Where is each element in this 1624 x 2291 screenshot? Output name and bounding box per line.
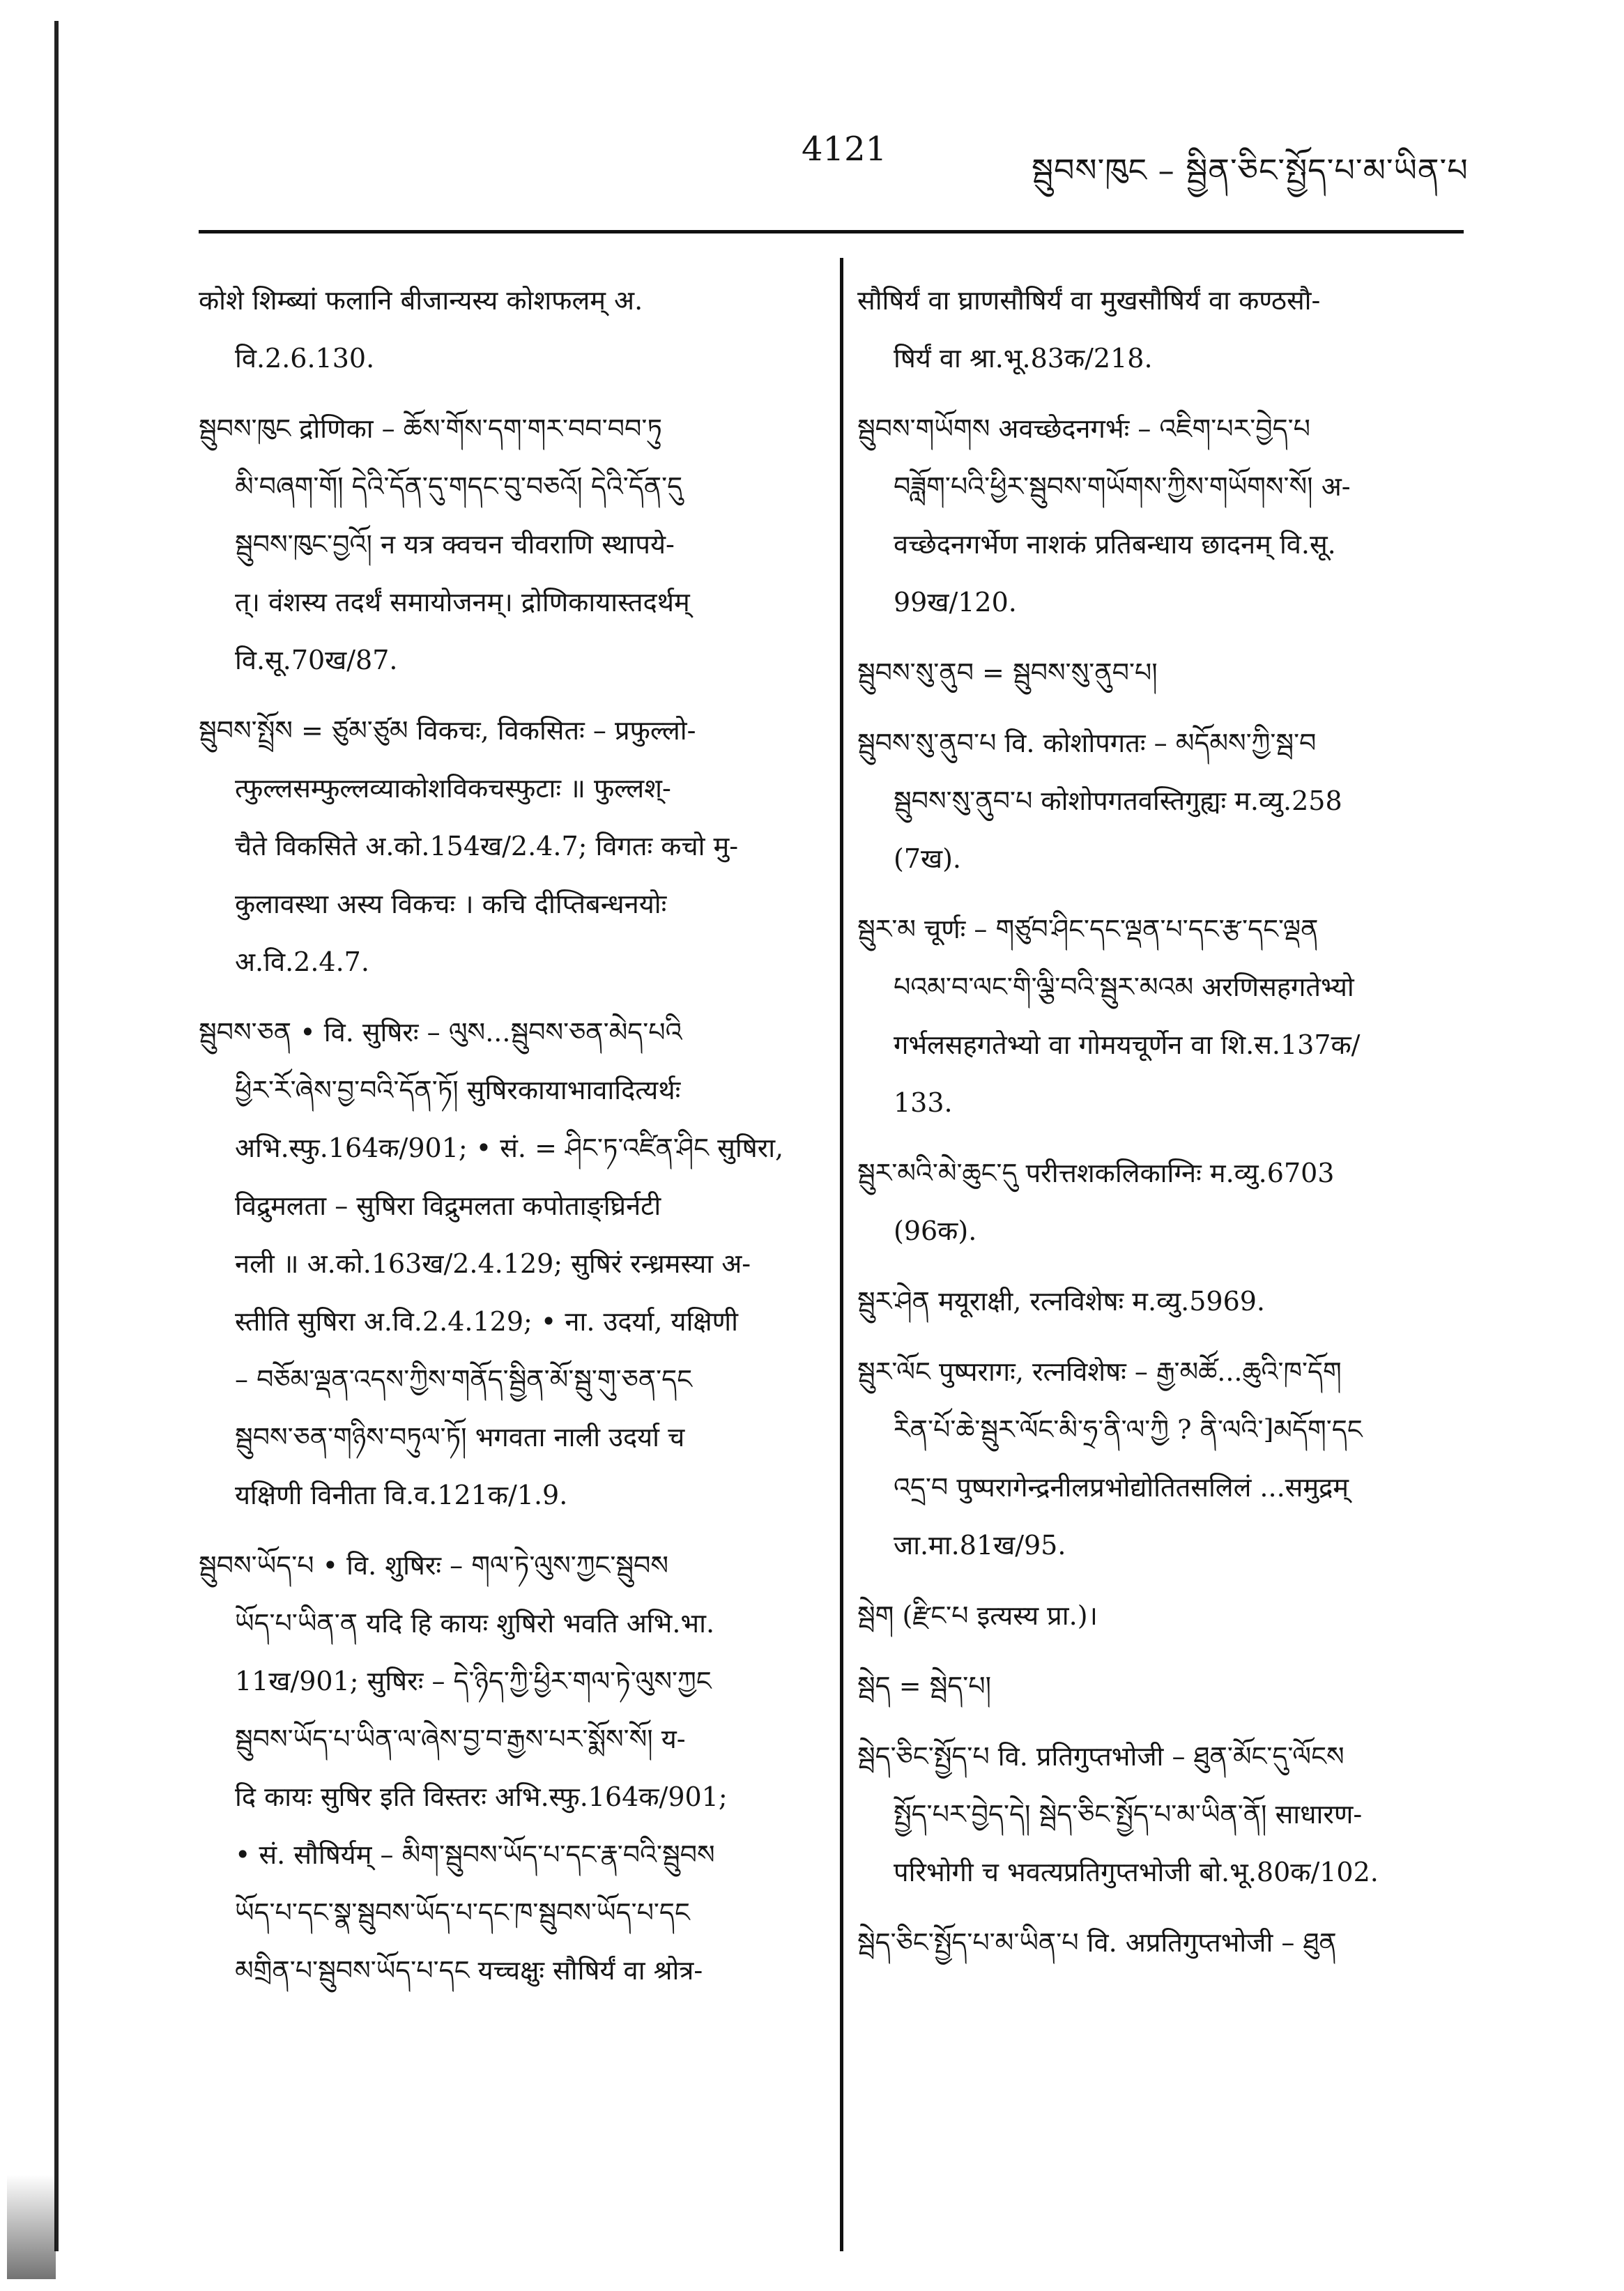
- entry-line: སྦུབས་སུ་ནུབ་པ कोशोपगतवस्तिगुह्यः म.व्यु.258: [894, 786, 1342, 816]
- entry-line: सौषिर्यं वा घ्राणसौषिर्यं वा मुखसौषिर्यं वा कण्ठसौ-: [857, 285, 1321, 316]
- entry-line: པའམ་བ་ལང་གི་ལྕི་བའི་སྦུར་མའམ अरणिसहगतेभ्यो: [894, 972, 1354, 1002]
- entry-line: (7ख).: [894, 843, 961, 874]
- dictionary-entry: [199, 702, 819, 991]
- entry-line: སྦུར་མའི་མེ་ཆུང་དུ परीत्तशकलिकाग्निः म.व्यु.6703: [857, 1158, 1335, 1188]
- entry-line: जा.मा.81ख/95.: [894, 1530, 1066, 1561]
- left-column: [199, 272, 819, 2012]
- header-rule: [199, 230, 1464, 233]
- entry-line: कुलावस्था अस्य विकचः । कचि दीप्तिबन्धनयोः: [235, 889, 667, 919]
- entry-line: མགྲིན་པ་སྦུབས་ཡོད་པ་དང यच्चक्षुः सौषिर्यं वा श्रोत्र-: [235, 1955, 703, 1986]
- column-divider: [840, 258, 843, 2251]
- entry-line: སྦུབས་ཁུང द्रोणिका – ཆོས་གོས་དག་གར་བབ་བབ་ཏུ: [199, 413, 662, 444]
- entry-line: སྦུར་ལོང पुष्परागः, रत्नविशेषः – རྒྱ་མཚོ...ཆུའི་ཁ་དོག: [857, 1356, 1342, 1387]
- entry-line: སྦུབས་སྤྲོས = ཙུམ་ཙུམ विकचः, विकसितः – प्रफुल्लो-: [199, 715, 696, 746]
- page-number: 4121: [802, 130, 887, 169]
- entry-line: ཡོད་པ་ཡིན་ན यदि हि कायः शुषिरो भवति अभि.भा.: [235, 1608, 715, 1639]
- entry-line: 133.: [894, 1087, 953, 1118]
- entry-line: त्। वंशस्य तदर्थं समायोजनम्। द्रोणिकायास्तदर्थम्: [235, 587, 690, 618]
- dictionary-entry: [857, 1914, 1464, 1972]
- entry-line: སྦུབས་ཅན • वि. सुषिरः – ལུས...སྦུབས་ཅན་མེད་པའི: [199, 1017, 682, 1048]
- entry-line: षिर्यं वा श्रा.भू.83क/218.: [894, 343, 1153, 374]
- entry-line: स्तीति सुषिरा अ.वि.2.4.129; • ना. उदर्या, यक्षिणी: [235, 1306, 738, 1337]
- dictionary-entry: [857, 1144, 1464, 1260]
- entry-line: दि कायः सुषिर इति विस्तरः अभि.स्फु.164क/901;: [235, 1782, 728, 1812]
- dictionary-entry: [857, 400, 1464, 631]
- entry-line: वच्छेदनगर्भेण नाशकं प्रतिबन्धाय छादनम् वि.सू.: [894, 529, 1336, 560]
- entry-line: वि.2.6.130.: [235, 343, 375, 374]
- entry-line: नली ॥ अ.को.163ख/2.4.129; सुषिरं रन्ध्रमस्या अ-: [235, 1248, 751, 1279]
- dictionary-entry: [857, 1343, 1464, 1574]
- entry-line: अ.वि.2.4.7.: [235, 947, 369, 977]
- entry-line: སྦུབས་ཡོད་པ • वि. शुषिरः – གལ་ཏེ་ལུས་ཀྱང་སྦུབས: [199, 1550, 669, 1581]
- entry-line: སྦེད་ཅིང་སྤྱོད་པ་མ་ཡིན་པ वि. अप्रतिगुप्तभोजी – ཐུན: [857, 1927, 1337, 1958]
- dictionary-entry: [857, 644, 1464, 702]
- dictionary-entry: [199, 400, 819, 689]
- entry-line: • सं. सौषिर्यम् – མིག་སྦུབས་ཡོད་པ་དང་རྣ་བའི་སྦུབས: [235, 1839, 715, 1870]
- dictionary-entry: [199, 1537, 819, 2000]
- entry-line: སྦུབས་གཡོགས अवच्छेदनगर्भः – འཇིག་པར་བྱེད་པ: [857, 413, 1310, 444]
- entry-line: སྦུར་མ चूर्णः – གཙུབ་ཤིང་དང་ལྡན་པ་དང་རྩ་དང་ལྡན: [857, 914, 1319, 944]
- entry-line: यक्षिणी विनीता वि.व.121क/1.9.: [235, 1480, 568, 1510]
- entry-line: 99ख/120.: [894, 587, 1017, 618]
- entry-line: འདྲ་བ पुष्परागेन्द्रनीलप्रभोद्योतितसलिलं ...समुद्रम्: [894, 1472, 1349, 1503]
- entry-line: त्फुल्लसम्फुल्लव्याकोशविकचस्फुटाः ॥ फुल्लश्-: [235, 773, 671, 804]
- scan-binding-edge: [54, 21, 59, 2251]
- entry-line: कोशे शिम्ब्यां फलानि बीजान्यस्य कोशफलम् अ.: [199, 285, 643, 316]
- entry-line: སྤྱོད་པར་བྱེད་དེ། སྦེད་ཅིང་སྤྱོད་པ་མ་ཡིན་ནོ། साधारण-: [894, 1799, 1363, 1830]
- entry-line: (96क).: [894, 1216, 977, 1246]
- dictionary-entry: [857, 1273, 1464, 1331]
- dictionary-entry: [199, 272, 819, 388]
- right-column: [857, 272, 1464, 1984]
- entry-line: སྦུབས་ཁུང་བྱའོ། न यत्र क्वचन चीवराणि स्थापये-: [235, 529, 675, 560]
- dictionary-entry: [857, 714, 1464, 888]
- entry-line: སྦུབས་སུ་ནུབ་པ वि. कोशोपगतः – མདོམས་ཀྱི་སྦ་བ: [857, 728, 1317, 758]
- entry-line: चैते विकसिते अ.को.154ख/2.4.7; विगतः कचो मु-: [235, 831, 739, 861]
- dictionary-entry: [199, 1004, 819, 1524]
- entry-line: अभि.स्फु.164क/901; • सं. = ཤིང་ཏ་འཛིན་ཤིང सुषिरा,: [235, 1133, 784, 1163]
- entry-line: སྦུབས་ཅན་གཉིས་བཏུལ་ཏོ། भगवता नाली उदर्या च: [235, 1422, 685, 1453]
- dictionary-entry: [857, 272, 1464, 388]
- running-header: སྦུབས་ཁུང – སྦྱིན་ཅིང་སྤྱོད་པ་མ་ཡིན་པ: [1032, 151, 1469, 189]
- entry-line: སྦུར་ཤེན मयूराक्षी, रत्नविशेषः म.व्यु.5969.: [857, 1286, 1266, 1317]
- entry-line: गर्भलसहगतेभ्यो वा गोमयचूर्णेन वा शि.स.137क/: [894, 1029, 1361, 1060]
- entry-line: ཡོད་པ་དང་སྣ་སྦུབས་ཡོད་པ་དང་ཁ་སྦུབས་ཡོད་པ་དང: [235, 1897, 690, 1928]
- entry-line: विद्रुमलता – सुषिरा विद्रुमलता कपोताङ्घ्रिर्नटी: [235, 1190, 661, 1221]
- dictionary-entry: [857, 1587, 1464, 1645]
- entry-line: བཟློག་པའི་ཕྱིར་སྦུབས་གཡོགས་ཀྱིས་གཡོགས་སོ། अ-: [894, 471, 1351, 502]
- entry-line: སྦེག (རྫིང་པ इत्यस्य प्रा.)।: [857, 1600, 1098, 1631]
- entry-line: སྦེད་ཅིང་སྤྱོད་པ वि. प्रतिगुप्तभोजी – ཐུན་མོང་དུ་ལོངས: [857, 1741, 1345, 1772]
- dictionary-entry: [857, 901, 1464, 1132]
- dictionary-entry: [857, 1728, 1464, 1901]
- dictionary-entry: [857, 1657, 1464, 1715]
- entry-line: སྦུབས་སུ་ནུབ = སྦུབས་སུ་ནུབ་པ།: [857, 657, 1158, 688]
- entry-line: སྦེད = སྦེད་པ།: [857, 1671, 992, 1701]
- entry-line: – བཅོམ་ལྡན་འདས་ཀྱིས་གནོད་སྦྱིན་མོ་སྦུ་གུ་ཅན་དང: [235, 1364, 693, 1395]
- entry-line: མི་བཞག་གོ། དེའི་དོན་དུ་གདང་བུ་བཅའོ། དེའི་དོན་དུ: [235, 471, 683, 502]
- entry-line: སྦུབས་ཡོད་པ་ཡིན་ལ་ཞེས་བྱ་བ་རྒྱས་པར་སྨོས་སོ། य-: [235, 1724, 686, 1754]
- entry-line: 11ख/901; सुषिरः – དེ་ཉིད་ཀྱི་ཕྱིར་གལ་ཏེ་ལུས་ཀྱང: [235, 1666, 712, 1696]
- entry-line: ཕྱིར་རོ་ཞེས་བྱ་བའི་དོན་ཏོ། सुषिरकायाभावादित्यर्थः: [235, 1075, 681, 1105]
- entry-line: परिभोगी च भवत्यप्रतिगुप्तभोजी बो.भू.80क/102.: [894, 1857, 1379, 1887]
- entry-line: वि.सू.70ख/87.: [235, 645, 398, 675]
- entry-line: རིན་པོ་ཆེ་སྦུར་ལོང་མི་ཧྲ་ནི་ལ་ཀྱི ? ནི་ལའི་]མདོག་དང: [894, 1414, 1363, 1445]
- scan-smudge: [7, 2175, 56, 2279]
